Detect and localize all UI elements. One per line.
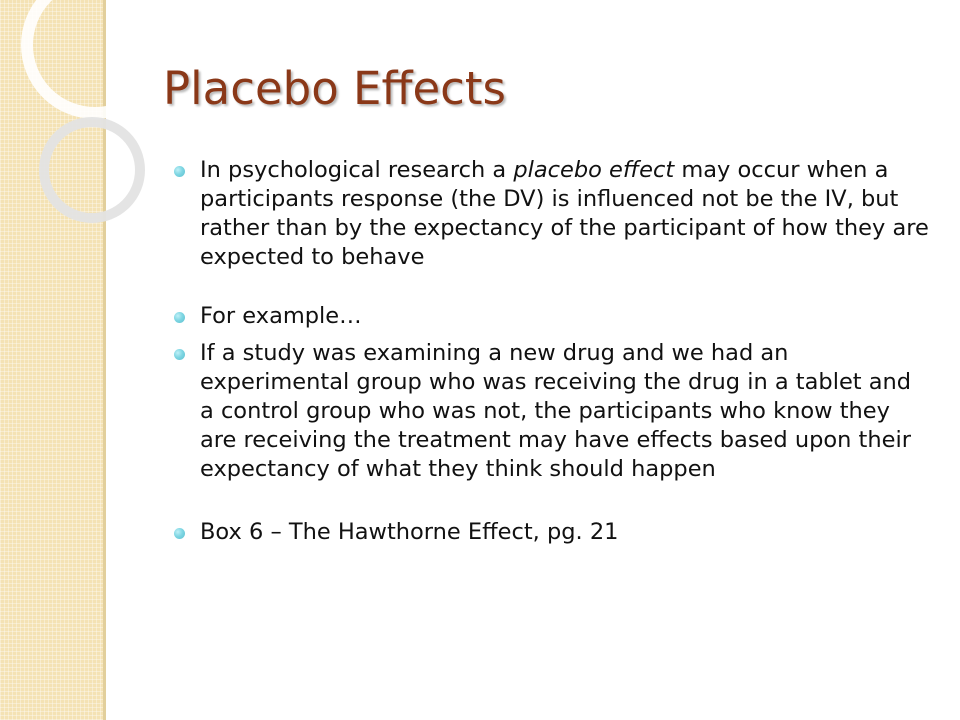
bullet-text-italic: placebo effect xyxy=(513,157,675,183)
bullet-list xyxy=(170,156,930,547)
bullet-item-placebo-definition xyxy=(170,156,930,272)
bullet-icon xyxy=(174,349,185,360)
decorative-ring-large xyxy=(27,0,163,113)
bullet-text: For example… xyxy=(200,303,362,329)
bullet-item-for-example xyxy=(170,302,930,331)
bullet-item-drug-study xyxy=(170,339,930,484)
bullet-text-after: may occur when a participants response (the DV) is influenced not be the IV, but rather than by the expectancy of the participant of how they are expected to behave xyxy=(200,157,929,270)
bullet-icon xyxy=(174,166,185,177)
bullet-text: Box 6 – The Hawthorne Effect, pg. 21 xyxy=(200,519,619,545)
slide-title: Placebo Effects xyxy=(163,62,506,115)
bullet-item-box-reference xyxy=(170,518,930,547)
decorative-ring-small xyxy=(44,122,140,218)
slide-body xyxy=(170,156,930,555)
bullet-text-before: In psychological research a xyxy=(200,157,514,183)
bullet-text: If a study was examining a new drug and we had an experimental group who was receiving the drug in a tablet and a control group who was not, the participants who know they are receiving the treatment may have effects based upon their expectancy of what they think should happen xyxy=(200,340,912,482)
bullet-icon xyxy=(174,312,185,323)
bullet-icon xyxy=(174,528,185,539)
